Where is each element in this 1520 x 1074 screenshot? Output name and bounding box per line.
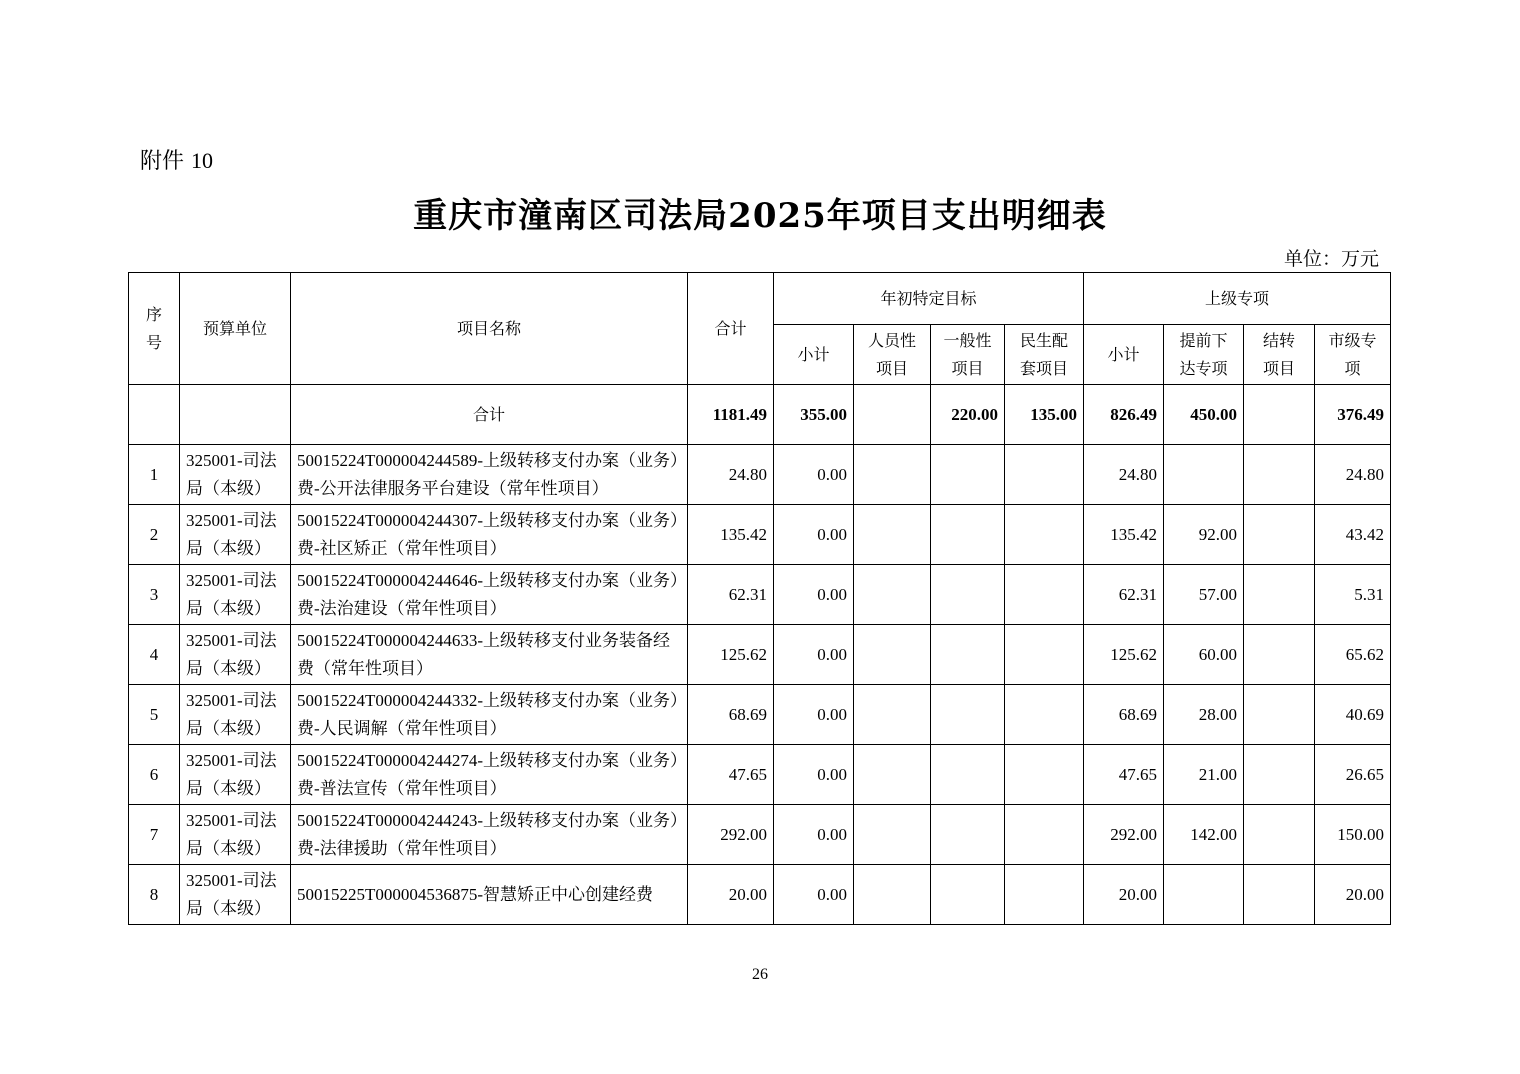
row-total: 125.62 <box>688 625 774 685</box>
total-total: 1181.49 <box>688 385 774 445</box>
row-superior-subtotal: 135.42 <box>1084 505 1164 565</box>
table-row <box>129 865 1391 925</box>
row-personnel <box>854 805 931 865</box>
row-total: 62.31 <box>688 565 774 625</box>
row-advance: 57.00 <box>1164 565 1244 625</box>
total-unit <box>180 385 291 445</box>
attachment-number: 10 <box>191 148 214 173</box>
row-personnel <box>854 445 931 505</box>
row-carryover <box>1244 745 1315 805</box>
row-personnel <box>854 745 931 805</box>
row-project-name: 50015224T000004244589-上级转移支付办案（业务）费-公开法律服务平台建设（常年性项目） <box>291 445 688 505</box>
row-seq: 5 <box>129 685 180 745</box>
row-superior-subtotal: 125.62 <box>1084 625 1164 685</box>
row-project-name: 50015224T000004244243-上级转移支付办案（业务）费-法律援助（常年性项目） <box>291 805 688 865</box>
row-advance <box>1164 865 1244 925</box>
row-superior-subtotal: 47.65 <box>1084 745 1164 805</box>
row-seq: 4 <box>129 625 180 685</box>
row-total: 24.80 <box>688 445 774 505</box>
row-target-subtotal: 0.00 <box>774 625 854 685</box>
row-advance: 60.00 <box>1164 625 1244 685</box>
total-advance: 450.00 <box>1164 385 1244 445</box>
row-personnel <box>854 865 931 925</box>
row-budget-unit: 325001-司法局（本级） <box>180 685 291 745</box>
row-livelihood <box>1005 565 1084 625</box>
row-project-name: 50015224T000004244332-上级转移支付办案（业务）费-人民调解（常年性项目） <box>291 685 688 745</box>
row-project-name: 50015224T000004244646-上级转移支付办案（业务）费-法治建设（常年性项目） <box>291 565 688 625</box>
row-target-subtotal: 0.00 <box>774 445 854 505</box>
header-superior-subtotal: 小计 <box>1084 325 1164 385</box>
row-advance <box>1164 445 1244 505</box>
header-livelihood: 民生配套项目 <box>1005 325 1084 385</box>
header-group-target: 年初特定目标 <box>774 273 1084 325</box>
row-total: 292.00 <box>688 805 774 865</box>
row-seq: 1 <box>129 445 180 505</box>
header-personnel: 人员性项目 <box>854 325 931 385</box>
header-total: 合计 <box>688 273 774 385</box>
row-budget-unit: 325001-司法局（本级） <box>180 505 291 565</box>
header-target-subtotal: 小计 <box>774 325 854 385</box>
row-general <box>931 805 1005 865</box>
header-advance: 提前下达专项 <box>1164 325 1244 385</box>
row-livelihood <box>1005 685 1084 745</box>
row-budget-unit: 325001-司法局（本级） <box>180 865 291 925</box>
table-row <box>129 745 1391 805</box>
row-general <box>931 505 1005 565</box>
row-general <box>931 565 1005 625</box>
row-carryover <box>1244 625 1315 685</box>
header-municipal: 市级专项 <box>1315 325 1391 385</box>
row-general <box>931 745 1005 805</box>
total-label: 合计 <box>291 385 688 445</box>
header-carryover: 结转项目 <box>1244 325 1315 385</box>
header-general: 一般性项目 <box>931 325 1005 385</box>
row-advance: 21.00 <box>1164 745 1244 805</box>
row-project-name: 50015224T000004244274-上级转移支付办案（业务）费-普法宣传（常年性项目） <box>291 745 688 805</box>
row-superior-subtotal: 292.00 <box>1084 805 1164 865</box>
row-budget-unit: 325001-司法局（本级） <box>180 625 291 685</box>
row-municipal: 40.69 <box>1315 685 1391 745</box>
row-livelihood <box>1005 625 1084 685</box>
row-carryover <box>1244 685 1315 745</box>
row-project-name: 50015224T000004244307-上级转移支付办案（业务）费-社区矫正（常年性项目） <box>291 505 688 565</box>
row-livelihood <box>1005 865 1084 925</box>
row-target-subtotal: 0.00 <box>774 685 854 745</box>
row-general <box>931 865 1005 925</box>
row-budget-unit: 325001-司法局（本级） <box>180 805 291 865</box>
row-municipal: 24.80 <box>1315 445 1391 505</box>
row-advance: 142.00 <box>1164 805 1244 865</box>
row-personnel <box>854 625 931 685</box>
total-superior-subtotal: 826.49 <box>1084 385 1164 445</box>
header-group-superior: 上级专项 <box>1084 273 1391 325</box>
row-budget-unit: 325001-司法局（本级） <box>180 745 291 805</box>
row-budget-unit: 325001-司法局（本级） <box>180 445 291 505</box>
row-personnel <box>854 685 931 745</box>
row-municipal: 150.00 <box>1315 805 1391 865</box>
header-budget-unit: 预算单位 <box>180 273 291 385</box>
row-personnel <box>854 565 931 625</box>
row-target-subtotal: 0.00 <box>774 805 854 865</box>
table-row <box>129 565 1391 625</box>
row-project-name: 50015225T000004536875-智慧矫正中心创建经费 <box>291 865 688 925</box>
row-carryover <box>1244 565 1315 625</box>
row-municipal: 26.65 <box>1315 745 1391 805</box>
row-advance: 28.00 <box>1164 685 1244 745</box>
row-superior-subtotal: 20.00 <box>1084 865 1164 925</box>
total-livelihood: 135.00 <box>1005 385 1084 445</box>
total-carryover <box>1244 385 1315 445</box>
row-livelihood <box>1005 745 1084 805</box>
row-seq: 7 <box>129 805 180 865</box>
row-livelihood <box>1005 445 1084 505</box>
row-total: 20.00 <box>688 865 774 925</box>
total-seq <box>129 385 180 445</box>
total-personnel <box>854 385 931 445</box>
row-seq: 6 <box>129 745 180 805</box>
row-livelihood <box>1005 805 1084 865</box>
table-row <box>129 805 1391 865</box>
table-row <box>129 505 1391 565</box>
table-row <box>129 445 1391 505</box>
row-superior-subtotal: 24.80 <box>1084 445 1164 505</box>
row-municipal: 5.31 <box>1315 565 1391 625</box>
row-personnel <box>854 505 931 565</box>
attachment-text: 附件 <box>140 149 185 174</box>
row-target-subtotal: 0.00 <box>774 865 854 925</box>
page-title: 重庆市潼南区司法局2025年项目支出明细表 <box>413 196 1107 236</box>
row-target-subtotal: 0.00 <box>774 565 854 625</box>
row-seq: 3 <box>129 565 180 625</box>
row-total: 68.69 <box>688 685 774 745</box>
header-project-name: 项目名称 <box>291 273 688 385</box>
row-municipal: 20.00 <box>1315 865 1391 925</box>
expenditure-table <box>128 272 1391 925</box>
table-row <box>129 685 1391 745</box>
row-municipal: 65.62 <box>1315 625 1391 685</box>
row-seq: 8 <box>129 865 180 925</box>
row-carryover <box>1244 445 1315 505</box>
total-general: 220.00 <box>931 385 1005 445</box>
attachment-label <box>140 144 213 175</box>
total-target-subtotal: 355.00 <box>774 385 854 445</box>
row-target-subtotal: 0.00 <box>774 745 854 805</box>
row-municipal: 43.42 <box>1315 505 1391 565</box>
row-general <box>931 625 1005 685</box>
row-total: 47.65 <box>688 745 774 805</box>
table-row <box>129 625 1391 685</box>
table-body <box>129 445 1391 925</box>
row-carryover <box>1244 865 1315 925</box>
row-budget-unit: 325001-司法局（本级） <box>180 565 291 625</box>
header-seq: 序号 <box>129 273 180 385</box>
total-municipal: 376.49 <box>1315 385 1391 445</box>
row-target-subtotal: 0.00 <box>774 505 854 565</box>
row-superior-subtotal: 62.31 <box>1084 565 1164 625</box>
row-general <box>931 685 1005 745</box>
row-project-name: 50015224T000004244633-上级转移支付业务装备经费（常年性项目） <box>291 625 688 685</box>
row-superior-subtotal: 68.69 <box>1084 685 1164 745</box>
row-advance: 92.00 <box>1164 505 1244 565</box>
row-carryover <box>1244 805 1315 865</box>
row-total: 135.42 <box>688 505 774 565</box>
row-carryover <box>1244 505 1315 565</box>
unit-label: 单位：万元 <box>1283 248 1379 270</box>
row-seq: 2 <box>129 505 180 565</box>
row-general <box>931 445 1005 505</box>
total-row <box>129 385 1391 445</box>
page-number: 26 <box>752 966 768 983</box>
row-livelihood <box>1005 505 1084 565</box>
